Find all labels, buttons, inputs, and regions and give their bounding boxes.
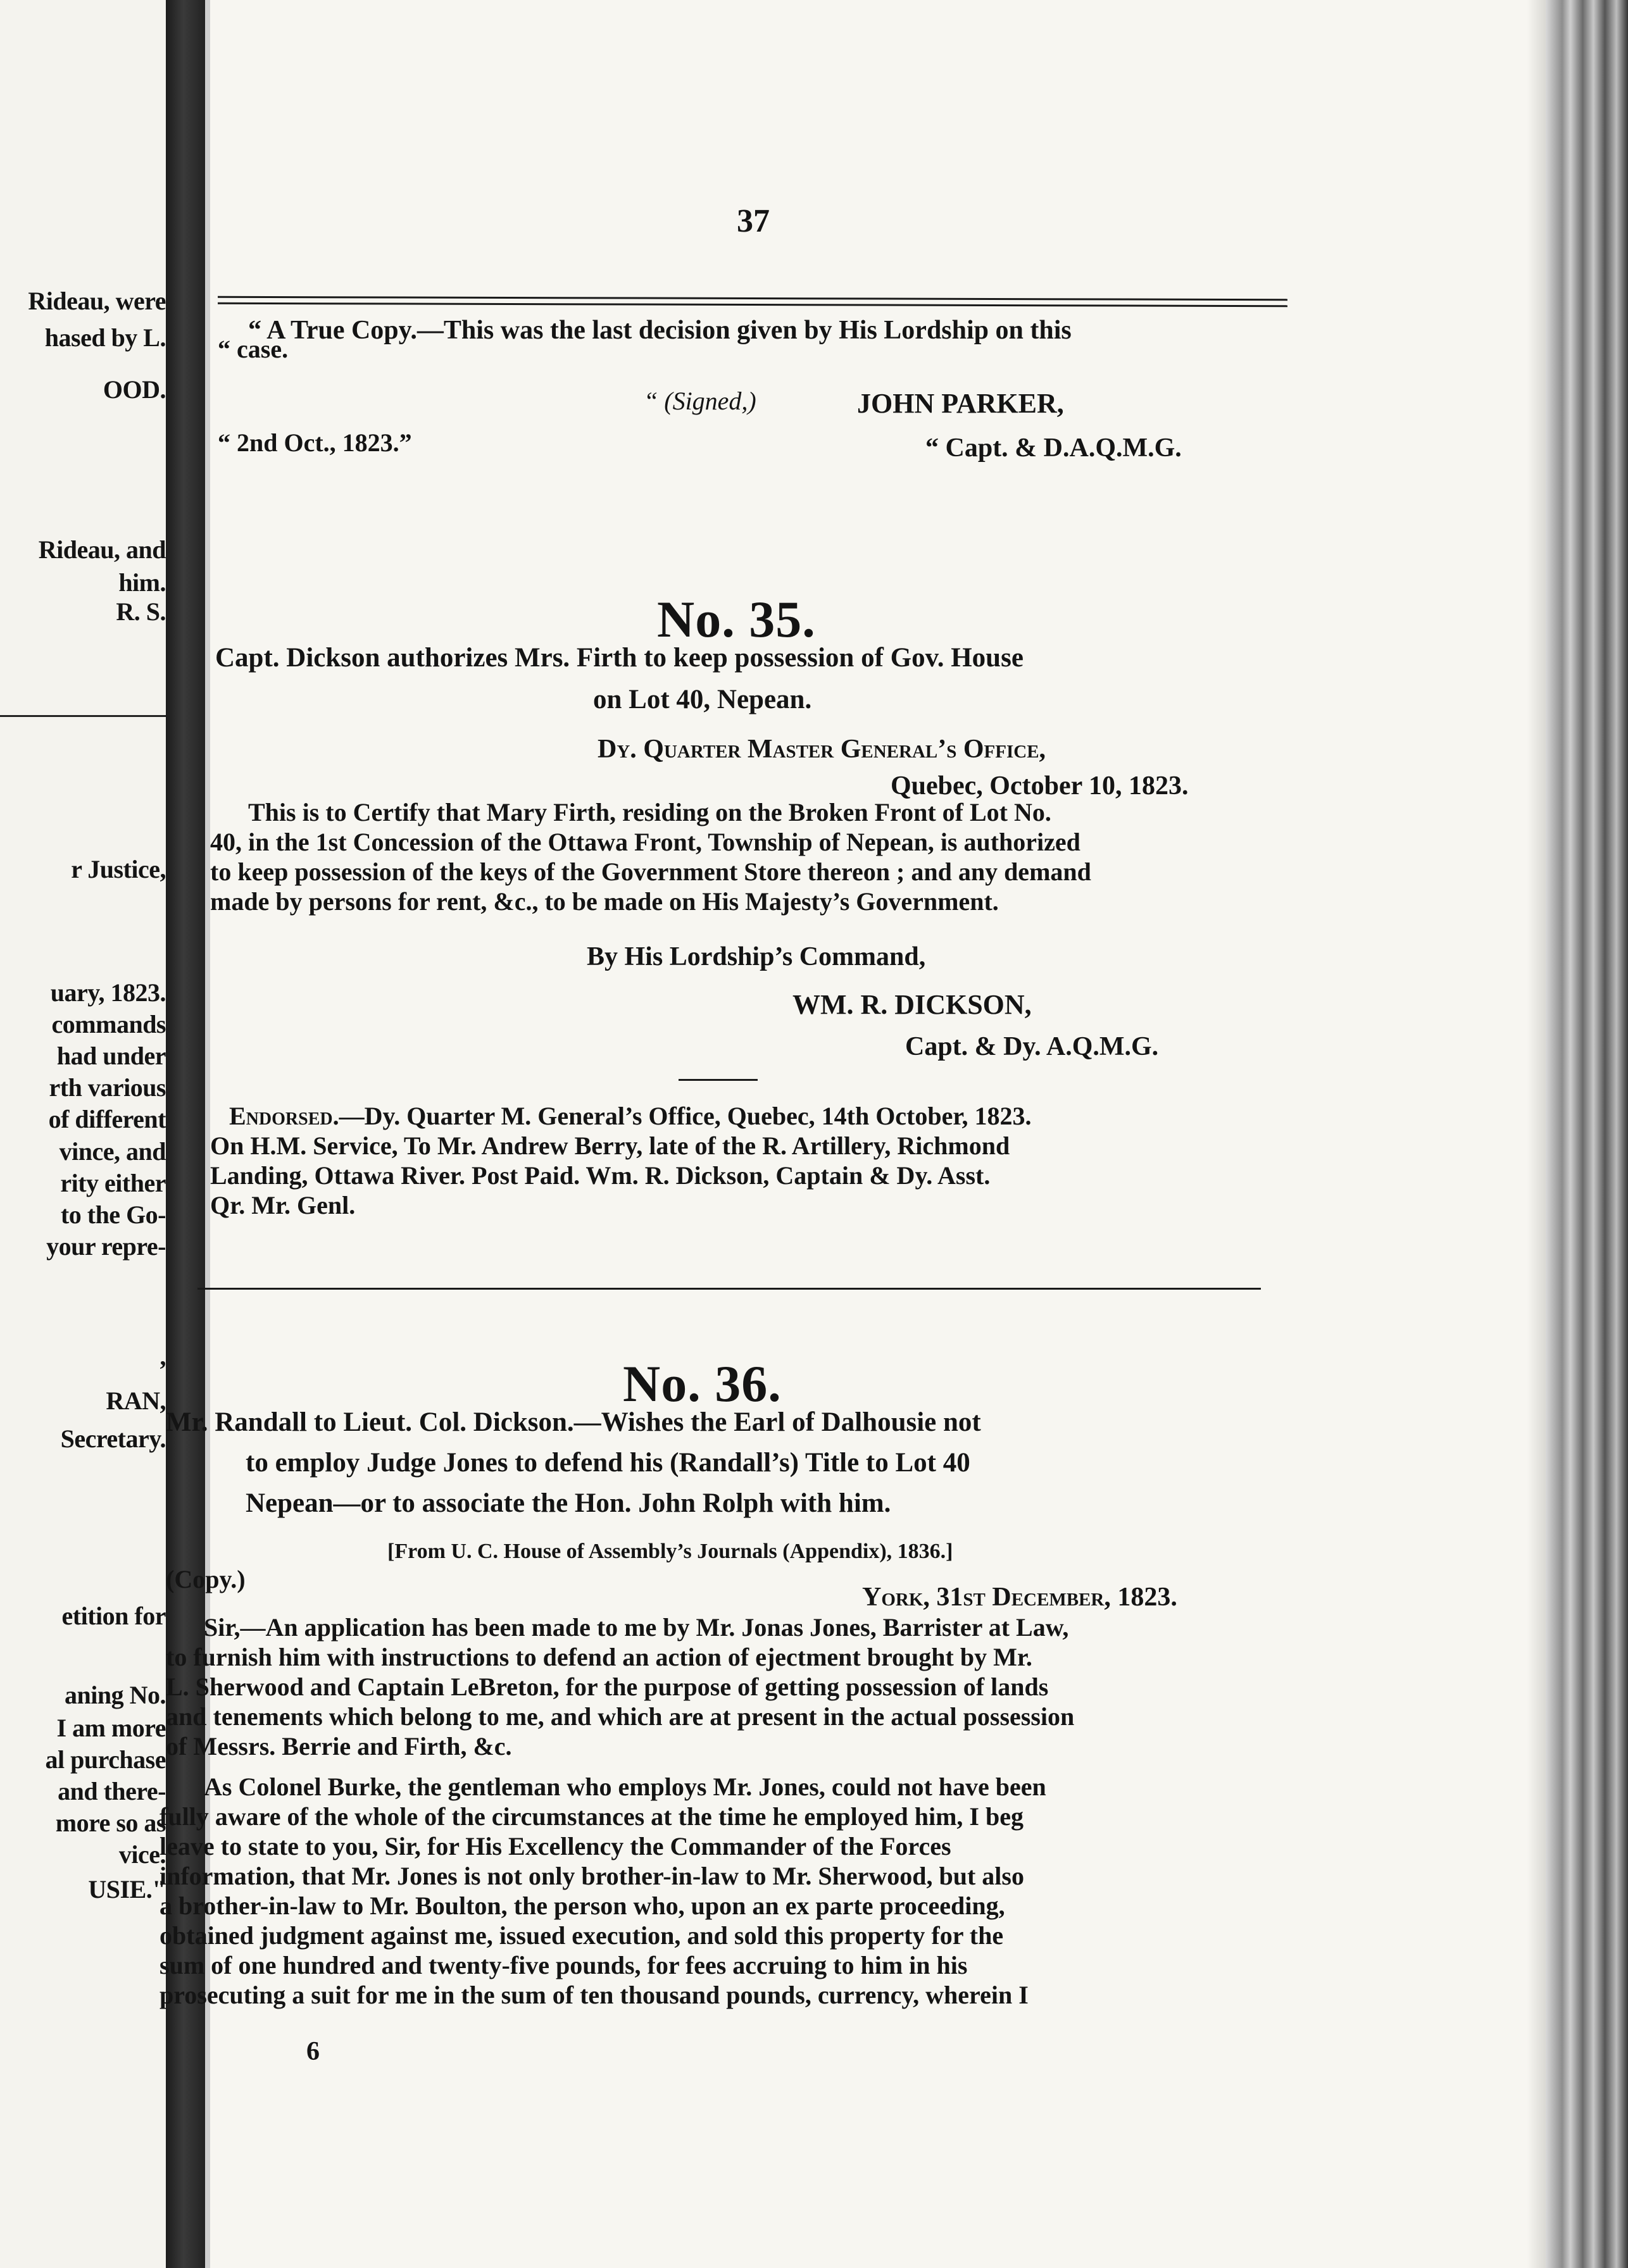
left-page-line: Rideau, and xyxy=(38,535,166,564)
left-page-line: of different xyxy=(48,1105,166,1133)
command-line: By His Lordship’s Command, xyxy=(587,942,926,971)
left-page-line: Secretary. xyxy=(60,1424,166,1453)
left-page-line: commands xyxy=(51,1010,166,1038)
text-line: On H.M. Service, To Mr. Andrew Berry, late of the R. Artillery, Richmond xyxy=(210,1131,1010,1160)
left-page-line: Rideau, were xyxy=(28,287,166,315)
office-line: Dy. Quarter Master General’s Office, xyxy=(598,735,1046,764)
signer-name: WM. R. DICKSON, xyxy=(792,989,1032,1020)
page-edge-shadow xyxy=(1527,0,1546,2268)
signer-name: JOHN PARKER, xyxy=(857,388,1064,419)
left-page-rule xyxy=(0,715,166,717)
left-page-line: , xyxy=(160,1342,166,1371)
short-divider xyxy=(679,1079,758,1081)
left-page-line: R. S. xyxy=(116,597,166,626)
header-rule xyxy=(218,302,1287,307)
left-page-line: hased by L. xyxy=(44,323,166,352)
text-line: 40, in the 1st Concession of the Ottawa Front, Township of Nepean, is authorized xyxy=(210,828,1080,856)
section-summary: Mr. Randall to Lieut. Col. Dickson.—Wishes the Earl of Dalhousie not xyxy=(166,1407,981,1437)
certificate-body xyxy=(210,797,1280,916)
section-divider xyxy=(197,1288,1261,1290)
text-line: and tenements which belong to me, and which are at present in the actual possession xyxy=(166,1702,1075,1731)
text-line: Qr. Mr. Genl. xyxy=(210,1191,356,1219)
left-page-line: to the Go- xyxy=(60,1200,166,1229)
true-copy-line: “ case. xyxy=(218,335,289,363)
text-line: information, that Mr. Jones is not only brother-in-law to Mr. Sherwood, but also xyxy=(160,1862,1024,1890)
endorsed-label: Endorsed. xyxy=(229,1102,339,1130)
left-page-line: your repre- xyxy=(46,1232,166,1261)
text-line: leave to state to you, Sir, for His Excellency the Commander of the Forces xyxy=(160,1832,951,1860)
signed-label: “ (Signed,) xyxy=(644,387,756,415)
place-date: York, 31st December, 1823. xyxy=(862,1583,1177,1612)
letter-paragraph-1 xyxy=(166,1612,1280,1761)
left-page-line: OOD. xyxy=(103,375,166,404)
true-copy-date: “ 2nd Oct., 1823.” xyxy=(218,428,412,457)
section-summary: to employ Judge Jones to defend his (Randall’s) Title to Lot 40 xyxy=(246,1448,970,1478)
text-line: fully aware of the whole of the circumstances at the time he employed him, I beg xyxy=(160,1802,1024,1831)
text-line: a brother-in-law to Mr. Boulton, the person who, upon an ex parte proceeding, xyxy=(160,1891,1005,1920)
left-page-line: USIE." xyxy=(88,1875,166,1904)
page-stack-edge xyxy=(1546,0,1628,2268)
text-line: prosecuting a suit for me in the sum of ten thousand pounds, currency, wherein I xyxy=(160,1981,1029,2009)
text-line: As Colonel Burke, the gentleman who employs Mr. Jones, could not have been xyxy=(204,1773,1046,1801)
text-line: —Dy. Quarter M. General’s Office, Quebec, 14th October, 1823. xyxy=(339,1102,1032,1130)
text-line: sum of one hundred and twenty-five pounds, for fees accruing to him in his xyxy=(160,1951,968,1979)
left-page-line: vice. xyxy=(118,1840,166,1869)
copy-label: (Copy.) xyxy=(166,1565,246,1593)
text-line: Sir,—An application has been made to me by Mr. Jonas Jones, Barrister at Law, xyxy=(204,1613,1069,1642)
left-page-line: vince, and xyxy=(59,1137,166,1166)
left-page-line: uary, 1823. xyxy=(50,978,166,1007)
endorsement xyxy=(210,1101,1280,1220)
text-line: L. Sherwood and Captain LeBreton, for the purpose of getting possession of lands xyxy=(166,1673,1049,1701)
source-citation: [From U. C. House of Assembly’s Journals (Appendix), 1836.] xyxy=(387,1540,953,1563)
left-page-line: more so as xyxy=(55,1809,166,1837)
left-page-line: r Justice, xyxy=(71,855,166,883)
text-line: This is to Certify that Mary Firth, residing on the Broken Front of Lot No. xyxy=(248,798,1051,826)
text-line: made by persons for rent, &c., to be made on His Majesty’s Government. xyxy=(210,887,999,916)
true-copy-line: “ A True Copy.—This was the last decision given by His Lordship on this xyxy=(248,316,1072,345)
signature-mark: 6 xyxy=(306,2037,320,2066)
text-line: Landing, Ottawa River. Post Paid. Wm. R. Dickson, Captain & Dy. Asst. xyxy=(210,1161,991,1190)
left-page-line: had under xyxy=(56,1042,166,1070)
letter-paragraph-2 xyxy=(160,1772,1280,2010)
left-page-line: I am more xyxy=(56,1714,166,1742)
left-page-line: aning No. xyxy=(65,1681,166,1709)
text-line: obtained judgment against me, issued execution, and sold this property for the xyxy=(160,1921,1004,1950)
left-page-line: him. xyxy=(118,568,166,597)
left-page-line: and there- xyxy=(58,1777,166,1805)
left-facing-page xyxy=(0,0,166,2268)
header-rule xyxy=(218,296,1287,301)
text-line: of Messrs. Berrie and Firth, &c. xyxy=(166,1732,512,1760)
left-page-line: RAN, xyxy=(106,1386,166,1415)
section-summary: Nepean—or to associate the Hon. John Rolph with him. xyxy=(246,1488,891,1518)
left-page-line: al purchase xyxy=(45,1745,166,1774)
section-summary: on Lot 40, Nepean. xyxy=(593,685,812,714)
text-line: to keep possession of the keys of the Government Store thereon ; and any demand xyxy=(210,857,1091,886)
section-heading-36: No. 36. xyxy=(623,1355,782,1412)
section-summary: Capt. Dickson authorizes Mrs. Firth to keep possession of Gov. House xyxy=(215,643,1024,673)
page-number: 37 xyxy=(737,203,770,239)
main-page xyxy=(160,0,1476,2268)
left-page-line: rth various xyxy=(49,1073,166,1102)
place-date: Quebec, October 10, 1823. xyxy=(891,771,1189,801)
left-page-line: rity either xyxy=(60,1169,166,1197)
section-heading-35: No. 35. xyxy=(657,590,816,648)
signer-title: “ Capt. & D.A.Q.M.G. xyxy=(925,433,1182,463)
text-line: to furnish him with instructions to defend an action of ejectment brought by Mr. xyxy=(166,1643,1032,1671)
left-page-line: etition for xyxy=(61,1602,166,1630)
signer-title: Capt. & Dy. A.Q.M.G. xyxy=(905,1032,1159,1061)
